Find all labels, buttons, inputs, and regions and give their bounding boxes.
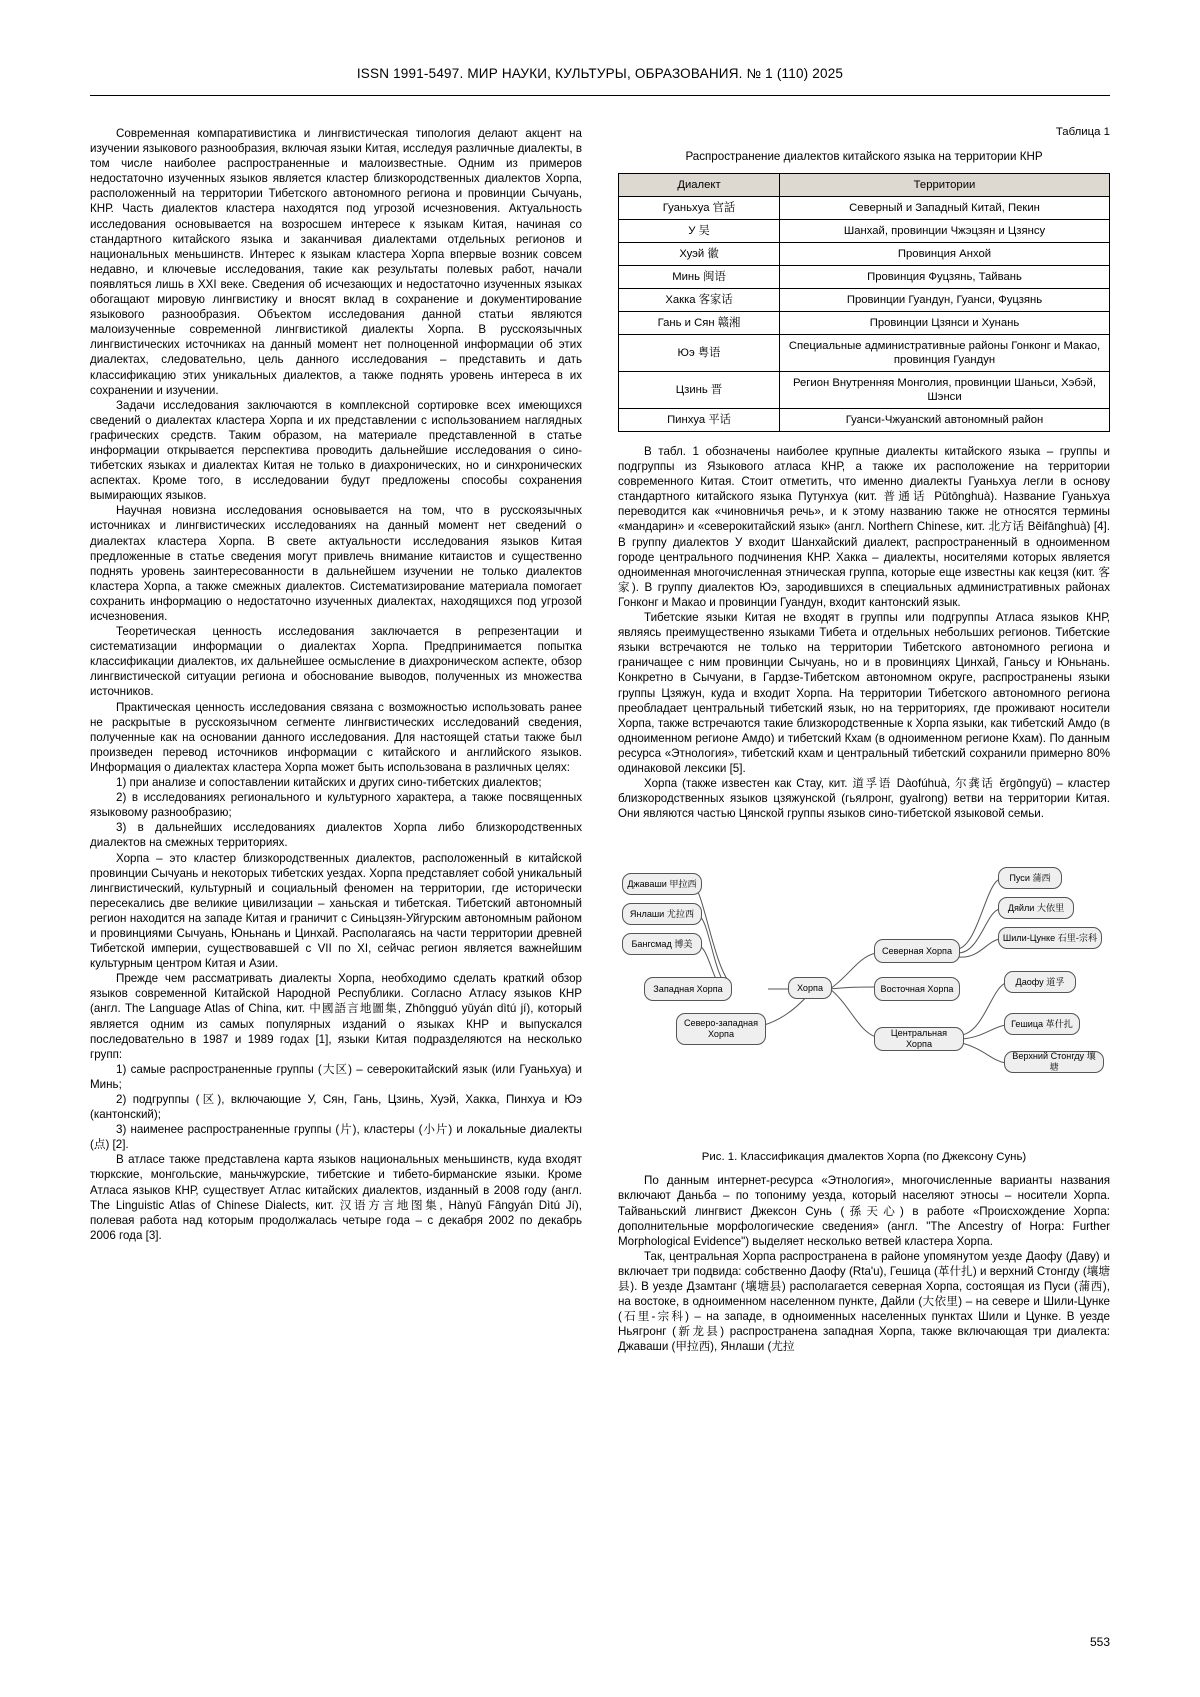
node-javashi: Джаваши 甲拉西: [622, 873, 702, 895]
list-item: 2) подгруппы (区), включающие У, Сян, Гань, Цзинь, Хуэй, Хакка, Пинхуа и Юэ (кантонский);: [90, 1093, 582, 1122]
list-item: 1) при анализе и сопоставлении китайских и других сино-тибетских диалектов;: [116, 776, 542, 790]
table-row: [619, 289, 1110, 312]
cell-territory: Специальные административные районы Гонконг и Макао, провинция Гуандун: [780, 335, 1110, 372]
running-head: ISSN 1991-5497. МИР НАУКИ, КУЛЬТУРЫ, ОБРАЗОВАНИЯ. № 1 (110) 2025: [356, 66, 844, 81]
paragraph: Задачи исследования заключаются в комплексной сортировке всех имеющихся сведений о диалектах кластера Хорпа и их представлении с использованием наглядных графических средств. Таким образом, на материале представленной в статье информации открывается перспектива проводить дальнейшие исследования о сино-тибетских языках и диалектах Китая не только в диахронических, но и синхронических аспектах. Кроме того, в исследовании будут предложены способы сохранения вымирающих языков.: [90, 398, 582, 503]
cell-dialect: Минь 闽语: [619, 266, 780, 289]
table-row: [619, 220, 1110, 243]
node-northern-horpa: Северная Хорпа: [874, 939, 960, 963]
cell-dialect: Гуаньхуа 官話: [619, 197, 780, 220]
table-label: Таблица 1: [1055, 126, 1110, 138]
node-western-horpa: Западная Хорпа: [644, 977, 732, 1001]
node-pusi: Пуси 蒲西: [998, 867, 1062, 889]
figure-caption: Рис. 1. Классификация дмалектов Хорпа (по Джексону Сунь): [701, 1151, 1027, 1164]
column-header-dialect: Диалект: [619, 174, 780, 197]
cell-territory: Гуанси-Чжуанский автономный район: [780, 409, 1110, 432]
paragraph: Теоретическая ценность исследования заключается в репрезентации и систематизации информации о диалектах Хорпа. Предпринимается попытка классификации диалектов, их дальнейшее осмысление в диахроническом аспекте, обзор лингвистической ситуации региона и обоснование выводов, полученных из множества источников.: [90, 625, 582, 699]
cell-territory: Шанхай, провинции Чжэцзян и Цзянсу: [780, 220, 1110, 243]
paragraph: Так, центральная Хорпа распространена в районе упомянутом уезде Даофу (Даву) и включает три подвида: собственно Даофу (Rta'u), Гешица (革什扎) и верхний Стонгду (壤塘县). В уезде Дзамтанг (壤塘县) располагается северная Хорпа, состоящая из Пуси (蒲西), на востоке, в одноименном населенном пункте, Дайли (大依里) – на севере и Шили-Цунке (石里-宗科) – на западе, в одноименных населенных пунктах Шили и Цунке. В уезде Ньягронг (新龙县) распространена западная Хорпа, также включающая три диалекта: Джаваши (甲拉西), Янлаши (尤拉: [618, 1249, 1110, 1354]
node-upper-stongdu: Верхний Стонгду 壤塘: [1004, 1051, 1104, 1073]
dialects-table: [618, 173, 1110, 432]
node-shili-tsunke: Шили-Цунке 石里-宗科: [998, 927, 1102, 949]
header-divider: [90, 95, 1110, 96]
table-row: [619, 197, 1110, 220]
list-item: 2) в исследованиях регионального и культурного характера, а также посвященных языковому разнообразию;: [90, 791, 582, 820]
list-item: 1) самые распространенные группы (大区) – северокитайский язык (или Гуаньхуа) и Минь;: [90, 1062, 582, 1091]
cell-territory: Провинции Гуандун, Гуанси, Фуцзянь: [780, 289, 1110, 312]
paragraph: По данным интернет-ресурса «Этнология», многочисленные варианты названия включают Даньба – по топониму уезда, который населяют этносы – носители Хорпа. Тайваньский лингвист Джексон Сунь (孫天心) в работе «Происхождение Хорпа: дополнительные морфологические сведения» (англ. "The Ancestry of Horpa: Further Morphological Evidence") выделяет несколько ветвей кластера Хорпа.: [618, 1174, 1110, 1248]
paragraph: Современная компаративистика и лингвистическая типология делают акцент на изучении языкового разнообразия, включая языки Китая, исследуя различные диалекты, в том числе наиболее распространенные и малоизвестные. Одним из примеров недостаточно изученных языков является кластер близкородственных диалектов Хорпа, расположенный на территории Тибетского автономного региона и провинции Сычуань, КНР. Часть диалектов кластера находятся под угрозой исчезновения. Актуальность исследования основывается на возросшем интересе к языкам Китая, начиная со стандартного китайского языка и заканчивая диалектами отдельных регионов и национальных меньшинств. Интерес к языкам кластера Хорпа впервые возник совсем недавно, и ключевые исследования, такие как результаты полевых работ, начали появляться лишь в XXI веке. Сведения об исчезающих и недостаточно изученных языках обогащают мировую лингвистику и вносят вклад в сохранение и документирование языкового разнообразия. Объектом исследования данной статьи являются малоизученные современной лингвистикой диалекты Хорпа. В русскоязычных лингвистических источниках на данный момент нет полноценной информации об этих диалектах, следовательно, цель данного исследования – представить и дать классификацию этих уникальных диалектов, а также поднять уровень интереса в их сохранении и изучении.: [90, 127, 582, 397]
paragraph: Прежде чем рассматривать диалекты Хорпа, необходимо сделать краткий обзор языков современной Китайской Народной Республики. Согласно Атласу языков КНР (англ. The Language Atlas of China, кит. 中國語言地圖集, Zhōngguó yǔyán dìtú jí), который является одним из самых популярных изданий о языках КНР и выпускался последовательно в 1987 и 1989 годах [1], языки Китая подразделяются на несколько групп:: [90, 972, 582, 1061]
cell-dialect: Гань и Сян 赣湘: [619, 312, 780, 335]
list-item: 3) наименее распространенные группы (片), кластеры (小片) и локальные диалекты (点) [2].: [90, 1123, 582, 1152]
node-bangsmad: Бангсмад 博美: [622, 933, 702, 955]
table-row: [619, 312, 1110, 335]
paragraph: Практическая ценность исследования связана с возможностью использовать ранее не раскрытые в русскоязычном сегменте лингвистических исследований сведения, полученные как на основании данного исследования. Для настоящей статьи также был произведен перевод источников информации с китайского и английского языков. Информация о диалектах кластера Хорпа может быть использована в различных целях:: [90, 700, 582, 774]
cell-territory: Северный и Западный Китай, Пекин: [780, 197, 1110, 220]
table-row: [619, 335, 1110, 372]
table-row: [619, 266, 1110, 289]
node-geshitsa: Гешица 革什扎: [1004, 1013, 1080, 1035]
cell-dialect: Юэ 粤语: [619, 335, 780, 372]
node-dayli: Дяйли 大依里: [998, 897, 1074, 919]
cell-dialect: Цзинь 晋: [619, 372, 780, 409]
paragraph: Хорпа (также известен как Стау, кит. 道孚语 Dàofúhuà, 尔龚话 ěrgōngyǔ) – кластер близкородственных языков цзяжунской (гьялронг, gyalrong) ветви на территории Китая. Они являются частью Цянской группы языков сино-тибетской языковой семьи.: [618, 777, 1110, 821]
cell-dialect: Хакка 客家话: [619, 289, 780, 312]
table-title: Распространение диалектов китайского языка на территории КНР: [685, 150, 1043, 163]
column-header-territories: Территории: [780, 174, 1110, 197]
cell-dialect: У 吴: [619, 220, 780, 243]
paragraph: В табл. 1 обозначены наиболее крупные диалекты китайского языка – группы и подгруппы из Языкового атласа КНР, а также их расположение на территории современного Китая. Стоит отметить, что именно диалекты Гуаньхуа легли в основу стандартного китайского языка Путунхуа (кит. 普通话 Pǔtōnghuà). Название Гуаньхуа переводится как «чиновничья речь», и к этому названию также не относятся термины «мандарин» и «северокитайский язык» (англ. Northern Chinese, кит. 北方话 Běifānghuà) [4]. В группу диалектов У входит Шанхайский диалект, распространенный в одноименном городе центрального подчинения КНР. Хакка – диалекты, носителями которых является одноименная многочисленная этническая группа, которые еще известны как кецзя (кит. 客家). В группу диалектов Юэ, зародившихся в специальных административных районах Гонконг и Макао и провинции Гуандун, входит кантонский язык.: [618, 445, 1110, 609]
table-row: [619, 243, 1110, 266]
node-northwestern-horpa: Северо-западная Хорпа: [676, 1013, 766, 1045]
cell-territory: Регион Внутренняя Монголия, провинции Шаньси, Хэбэй, Шэнси: [780, 372, 1110, 409]
table-header-row: [619, 174, 1110, 197]
list-item: 3) в дальнейших исследованиях диалектов Хорпа либо близкородственных диалектов на смежных территориях.: [90, 821, 582, 850]
node-yanlashi: Янлаши 尤拉西: [622, 903, 702, 925]
paragraph: Хорпа – это кластер близкородственных диалектов, расположенный в китайской провинции Сычуань и некоторых тибетских уездах. Хорпа представляет собой уникальный лингвистический, культурный и социальный феномен на территории, где исторически пересекались две великие цивилизации – ханьская и тибетская. Тибетский автономный регион находится на западе Китая и граничит с Синьцзян-Уйгурским автономным районом и провинциями Сычуань, Юньнань и Цинхай. Располагаясь на части территории древней Тибетской империи, существовавшей с VII по XI, сейчас регион является важнейшим культурным центром Китая и Азии.: [90, 851, 582, 971]
right-column: [618, 126, 1110, 1354]
table-row: [619, 409, 1110, 432]
paragraph: Научная новизна исследования основывается на том, что в русскоязычных источниках и лингвистических исследованиях на данный момент нет сведений о диалектах кластера Хорпа. В свете актуальности исследования языков Китая предложенные в статье сведения могут привлечь внимание китаистов и существенно поднять уровень заинтересованности в дальнейшем изучении не только диалектов кластера Хорпа, а также смежных диалектов. Систематизирование материала помогает сохранить информацию о недостаточно изученных диалектах, находящихся под угрозой исчезновения.: [90, 504, 582, 623]
node-central-horpa: Центральная Хорпа: [874, 1027, 964, 1051]
table-row: [619, 372, 1110, 409]
cell-territory: Провинция Анхой: [780, 243, 1110, 266]
left-column: [90, 126, 582, 1354]
page-number: 553: [1089, 1635, 1110, 1649]
node-horpa: Хорпа: [788, 977, 832, 999]
cell-territory: Провинции Цзянси и Хунань: [780, 312, 1110, 335]
two-column-layout: [90, 126, 1110, 1354]
paragraph: В атласе также представлена карта языков национальных меньшинств, куда входят тюркские, монгольские, маньчжурские, тибетские и тибето-бирманские языки. Кроме Атласа языков КНР, существует Атлас китайских диалектов, изданный в 2008 году (англ. The Linguistic Atlas of Chinese Dialects, кит. 汉语方言地图集, Hànyǔ Fāngyán Dìtú Jí), полевая работа над которым продолжалась четыре года – с декабря 2002 по декабрь 2006 года [3].: [90, 1153, 582, 1242]
node-daofu: Даофу 道孚: [1004, 971, 1076, 993]
node-eastern-horpa: Восточная Хорпа: [874, 977, 960, 1001]
paragraph: Тибетские языки Китая не входят в группы или подгруппы Атласа языков КНР, являясь преимущественно языками Тибета и отдельных небольших регионов. Тибетские языки встречаются не только на территории Тибетского автономного региона и граничащее с ним провинции Сычуань, но и в провинциях Цинхай, Ганьсу и Юньнань. Конкретно в Сычуани, в Гардзе-Тибетском автономном округе, распространены языки группы Цзяжун, куда и входит Хорпа. На территории Тибетского автономного региона преобладает центральный тибетский язык, но на территориях, где проживают носители Хорпа, также встречаются такие близкородственные к Хорпа языки, как тибетский Амдо (в одноименном регионе Амдо) и тибетский Кхам (в одноименном регионе Кхам). По данным ресурса «Этнология», тибетский кхам и центральный тибетский сохранили примерно 80% одинаковой лексики [5].: [618, 611, 1110, 775]
cell-dialect: Пинхуа 平话: [619, 409, 780, 432]
cell-territory: Провинция Фуцзянь, Тайвань: [780, 266, 1110, 289]
horpa-classification-diagram: [618, 835, 1110, 1145]
cell-dialect: Хуэй 徽: [619, 243, 780, 266]
